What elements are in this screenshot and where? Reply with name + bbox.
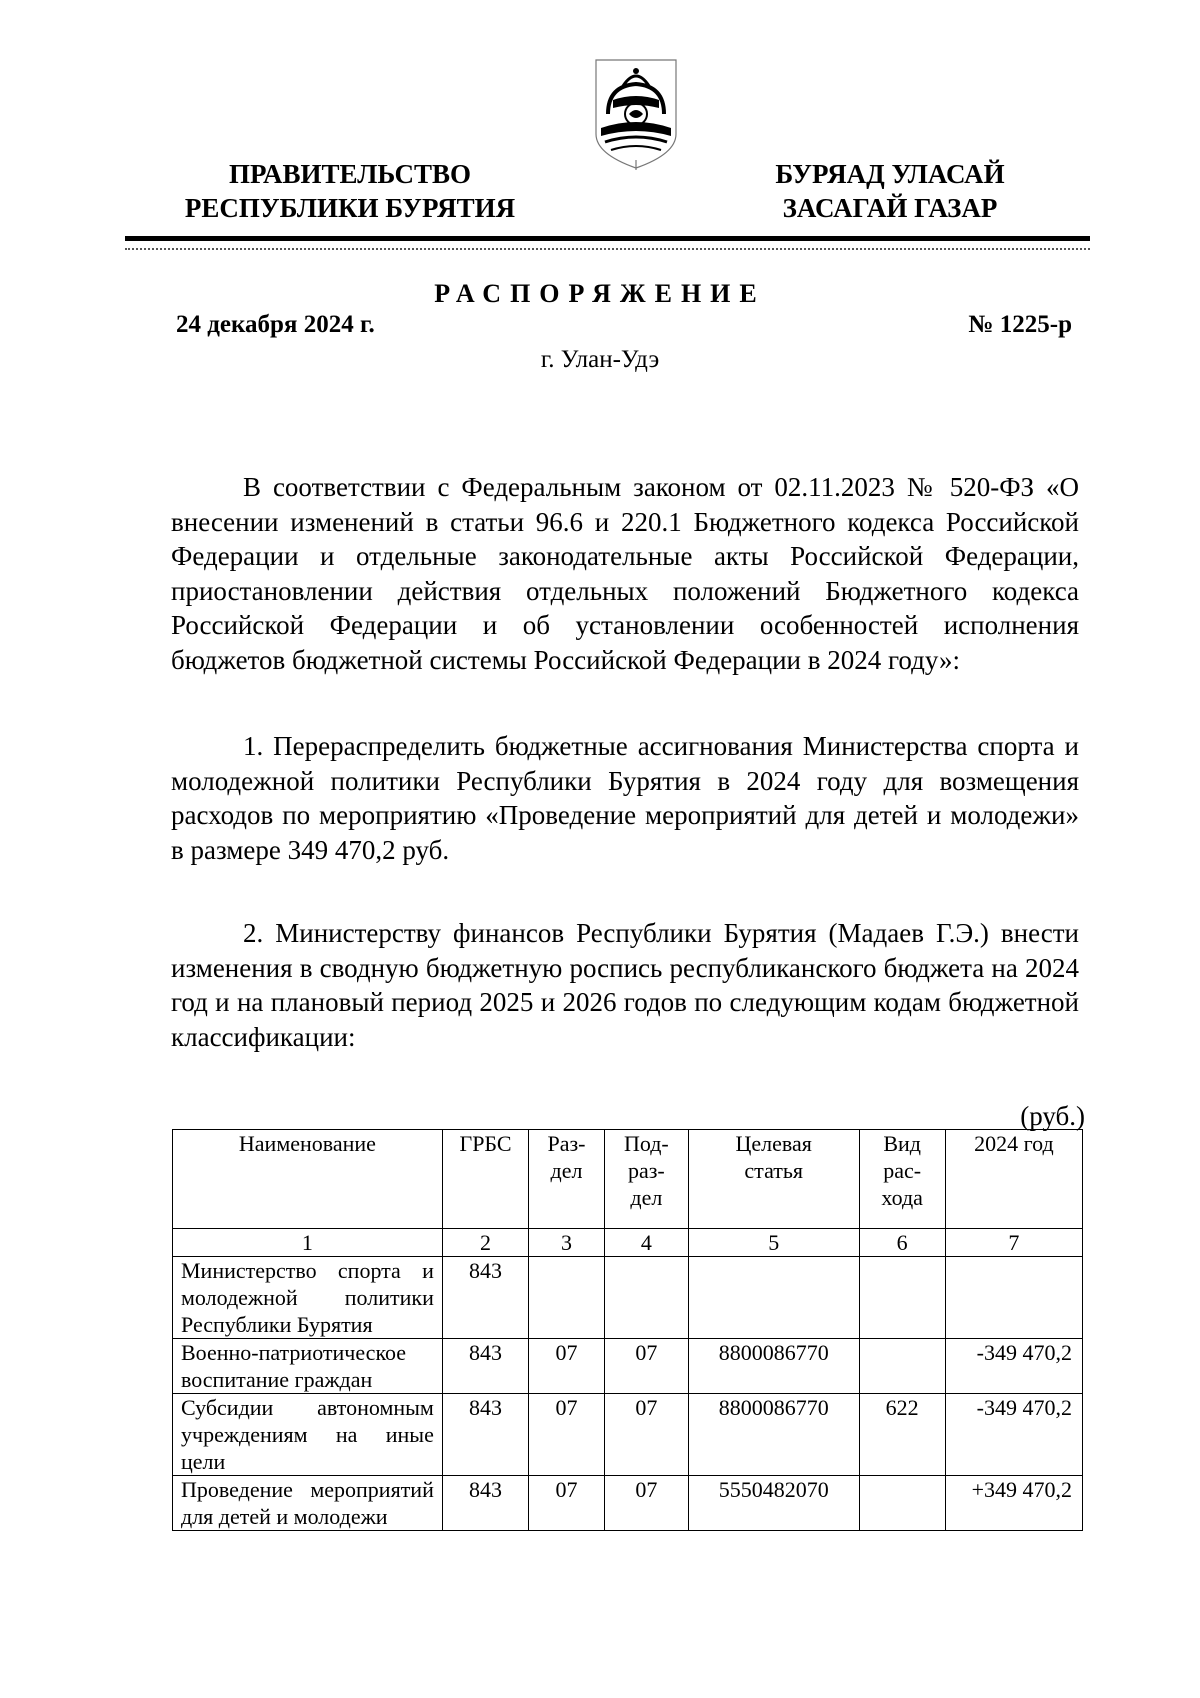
- issuer-line-1: ПРАВИТЕЛЬСТВО: [228, 159, 472, 189]
- row-grbs: 843: [442, 1257, 528, 1339]
- budget-classification-table: [172, 1129, 1083, 1531]
- column-number: 3: [529, 1229, 605, 1257]
- document-number: № 1225-р: [968, 311, 1072, 338]
- column-number: 4: [604, 1229, 688, 1257]
- header-grbs: ГРБС: [442, 1130, 528, 1229]
- row-amount: -349 470,2: [945, 1339, 1082, 1394]
- coat-of-arms-emblem: [591, 56, 681, 172]
- row-subsection: [604, 1257, 688, 1339]
- header-expense-type: Вид рас- хода: [859, 1130, 945, 1229]
- table-row: [173, 1394, 1083, 1476]
- table-header-row: [173, 1130, 1083, 1229]
- issuer-buryat-line-2: ЗАСАГАЙ ГАЗАР: [782, 193, 998, 223]
- row-expense-type: [859, 1257, 945, 1339]
- row-grbs: 843: [442, 1339, 528, 1394]
- document-city: г. Улан-Удэ: [540, 346, 660, 373]
- row-amount: [945, 1257, 1082, 1339]
- row-grbs: 843: [442, 1476, 528, 1531]
- currency-unit: (руб.): [1020, 1101, 1085, 1131]
- row-name: Министерство спорта и молодежной политики Республики Бурятия: [173, 1257, 443, 1339]
- header-section: Раз- дел: [529, 1130, 605, 1229]
- row-subsection: 07: [604, 1339, 688, 1394]
- clause-2-paragraph: 2. Министерству финансов Республики Бурятия (Мадаев Г.Э.) внести изменения в сводную бюджетную роспись республиканского бюджета на 2024 год и на плановый период 2025 и 2026 годов по следующим кодам бюджетной классификации:: [171, 918, 1079, 1052]
- row-section: 07: [529, 1339, 605, 1394]
- column-number: 6: [859, 1229, 945, 1257]
- issuer-buryat-line-1: БУРЯАД УЛАСАЙ: [775, 159, 1005, 189]
- row-expense-type: [859, 1476, 945, 1531]
- header-name: Наименование: [173, 1130, 443, 1229]
- document-type: РАСПОРЯЖЕНИЕ: [434, 279, 766, 308]
- row-name: Субсидии автономным учреждениям на иные цели: [173, 1394, 443, 1476]
- row-expense-type: 622: [859, 1394, 945, 1476]
- row-subsection: 07: [604, 1476, 688, 1531]
- header-year-2024: 2024 год: [945, 1130, 1082, 1229]
- row-target-article: [688, 1257, 859, 1339]
- table-row: [173, 1339, 1083, 1394]
- table-row: [173, 1257, 1083, 1339]
- header-target-article: Целевая статья: [688, 1130, 859, 1229]
- column-number-row: [173, 1229, 1083, 1257]
- document-date: 24 декабря 2024 г.: [176, 311, 375, 338]
- issuer-name-russian: [160, 157, 540, 225]
- header-subsection: Под- раз- дел: [604, 1130, 688, 1229]
- row-name: Военно-патриотическое воспитание граждан: [173, 1339, 443, 1394]
- row-expense-type: [859, 1339, 945, 1394]
- row-section: 07: [529, 1394, 605, 1476]
- row-name: Проведение мероприятий для детей и молодежи: [173, 1476, 443, 1531]
- table-row: [173, 1476, 1083, 1531]
- row-target-article: 5550482070: [688, 1476, 859, 1531]
- row-amount: +349 470,2: [945, 1476, 1082, 1531]
- header-divider-thick: [125, 236, 1090, 241]
- issuer-line-2: РЕСПУБЛИКИ БУРЯТИЯ: [184, 193, 516, 223]
- header-divider-thin: [125, 248, 1090, 250]
- row-grbs: 843: [442, 1394, 528, 1476]
- row-target-article: 8800086770: [688, 1339, 859, 1394]
- row-section: [529, 1257, 605, 1339]
- column-number: 5: [688, 1229, 859, 1257]
- row-section: 07: [529, 1476, 605, 1531]
- preamble-paragraph: В соответствии с Федеральным законом от 02.11.2023 № 520-ФЗ «О внесении изменений в статьи 96.6 и 220.1 Бюджетного кодекса Российской Федерации и отдельные законодательные акты Российской Федерации, приостановлении действия отдельных положений Бюджетного кодекса Российской Федерации и об установлении особенностей исполнения бюджетов бюджетной системы Российской Федерации в 2024 году»:: [171, 472, 1079, 675]
- column-number: 2: [442, 1229, 528, 1257]
- row-target-article: 8800086770: [688, 1394, 859, 1476]
- column-number: 1: [173, 1229, 443, 1257]
- clause-1-paragraph: 1. Перераспределить бюджетные ассигнования Министерства спорта и молодежной политики Республики Бурятия в 2024 году для возмещения расходов по мероприятию «Проведение мероприятий для детей и молодежи» в размере 349 470,2 руб.: [171, 731, 1079, 865]
- column-number: 7: [945, 1229, 1082, 1257]
- row-amount: -349 470,2: [945, 1394, 1082, 1476]
- issuer-name-buryat: [745, 157, 1035, 225]
- row-subsection: 07: [604, 1394, 688, 1476]
